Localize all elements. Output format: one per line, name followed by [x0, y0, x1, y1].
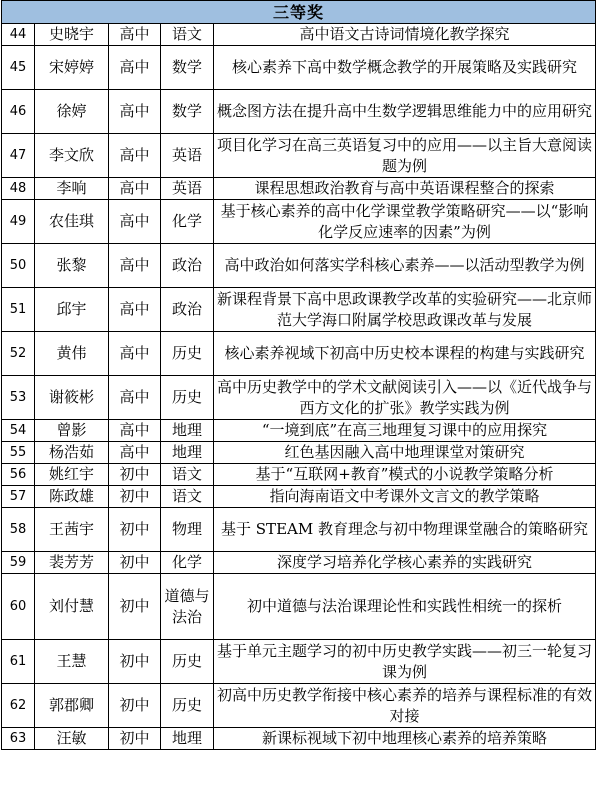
row-number: 47 — [2, 134, 35, 178]
row-number: 54 — [2, 420, 35, 442]
subject: 数学 — [161, 46, 214, 90]
author-name: 谢筱彬 — [35, 376, 109, 420]
author-name: 邱宇 — [35, 288, 109, 332]
subject: 道德与法治 — [161, 574, 214, 640]
school-stage: 初中 — [109, 684, 161, 728]
author-name: 黄伟 — [35, 332, 109, 376]
row-number: 58 — [2, 508, 35, 552]
table-row — [2, 728, 596, 750]
author-name: 郭郡卿 — [35, 684, 109, 728]
paper-title: 深度学习培养化学核心素养的实践研究 — [214, 552, 596, 574]
subject: 语文 — [161, 24, 214, 46]
school-stage: 初中 — [109, 464, 161, 486]
school-stage: 高中 — [109, 24, 161, 46]
author-name: 史晓宇 — [35, 24, 109, 46]
section-title: 三等奖 — [2, 1, 596, 24]
row-number: 53 — [2, 376, 35, 420]
school-stage: 高中 — [109, 420, 161, 442]
school-stage: 高中 — [109, 442, 161, 464]
paper-title: 课程思想政治教育与高中英语课程整合的探索 — [214, 178, 596, 200]
school-stage: 高中 — [109, 178, 161, 200]
paper-title: 高中政治如何落实学科核心素养——以活动型教学为例 — [214, 244, 596, 288]
paper-title: 基于 STEAM 教育理念与初中物理课堂融合的策略研究 — [214, 508, 596, 552]
table-row — [2, 640, 596, 684]
school-stage: 高中 — [109, 200, 161, 244]
table-row — [2, 46, 596, 90]
row-number: 52 — [2, 332, 35, 376]
school-stage: 高中 — [109, 332, 161, 376]
table-row — [2, 24, 596, 46]
author-name: 裴芳芳 — [35, 552, 109, 574]
row-number: 48 — [2, 178, 35, 200]
school-stage: 高中 — [109, 244, 161, 288]
table-row — [2, 464, 596, 486]
table-row — [2, 178, 596, 200]
author-name: 李文欣 — [35, 134, 109, 178]
author-name: 李响 — [35, 178, 109, 200]
table-row — [2, 552, 596, 574]
awards-table — [1, 0, 596, 750]
subject: 物理 — [161, 508, 214, 552]
table-row — [2, 574, 596, 640]
row-number: 50 — [2, 244, 35, 288]
paper-title: 核心素养下高中数学概念教学的开展策略及实践研究 — [214, 46, 596, 90]
table-row — [2, 420, 596, 442]
author-name: 汪敏 — [35, 728, 109, 750]
paper-title: 高中历史教学中的学术文献阅读引入——以《近代战争与西方文化的扩张》教学实践为例 — [214, 376, 596, 420]
author-name: 刘付慧 — [35, 574, 109, 640]
school-stage: 初中 — [109, 574, 161, 640]
table-row — [2, 134, 596, 178]
author-name: 宋婷婷 — [35, 46, 109, 90]
paper-title: 初中道德与法治课理论性和实践性相统一的探析 — [214, 574, 596, 640]
paper-title: 基于单元主题学习的初中历史教学实践——初三一轮复习课为例 — [214, 640, 596, 684]
row-number: 62 — [2, 684, 35, 728]
table-row — [2, 486, 596, 508]
subject: 政治 — [161, 244, 214, 288]
section-header-row — [2, 1, 596, 24]
author-name: 姚红宇 — [35, 464, 109, 486]
table-row — [2, 684, 596, 728]
paper-title: 高中语文古诗词情境化教学探究 — [214, 24, 596, 46]
subject: 英语 — [161, 178, 214, 200]
row-number: 63 — [2, 728, 35, 750]
author-name: 曾影 — [35, 420, 109, 442]
school-stage: 高中 — [109, 90, 161, 134]
school-stage: 高中 — [109, 288, 161, 332]
author-name: 徐婷 — [35, 90, 109, 134]
author-name: 农佳琪 — [35, 200, 109, 244]
subject: 地理 — [161, 728, 214, 750]
table-row — [2, 200, 596, 244]
table-row — [2, 442, 596, 464]
row-number: 51 — [2, 288, 35, 332]
table-row — [2, 376, 596, 420]
table-row — [2, 244, 596, 288]
school-stage: 初中 — [109, 640, 161, 684]
paper-title: 新课标视域下初中地理核心素养的培养策略 — [214, 728, 596, 750]
row-number: 49 — [2, 200, 35, 244]
paper-title: 概念图方法在提升高中生数学逻辑思维能力中的应用研究 — [214, 90, 596, 134]
subject: 地理 — [161, 420, 214, 442]
school-stage: 初中 — [109, 508, 161, 552]
subject: 语文 — [161, 486, 214, 508]
paper-title: 核心素养视域下初高中历史校本课程的构建与实践研究 — [214, 332, 596, 376]
subject: 化学 — [161, 552, 214, 574]
subject: 历史 — [161, 684, 214, 728]
paper-title: 红色基因融入高中地理课堂对策研究 — [214, 442, 596, 464]
row-number: 60 — [2, 574, 35, 640]
subject: 地理 — [161, 442, 214, 464]
paper-title: 基于核心素养的高中化学课堂教学策略研究——以“影响化学反应速率的因素”为例 — [214, 200, 596, 244]
school-stage: 初中 — [109, 552, 161, 574]
paper-title: 指向海南语文中考课外文言文的教学策略 — [214, 486, 596, 508]
paper-title: 新课程背景下高中思政课教学改革的实验研究——北京师范大学海口附属学校思政课改革与发展 — [214, 288, 596, 332]
paper-title: “一境到底”在高三地理复习课中的应用探究 — [214, 420, 596, 442]
row-number: 61 — [2, 640, 35, 684]
row-number: 57 — [2, 486, 35, 508]
school-stage: 高中 — [109, 134, 161, 178]
row-number: 59 — [2, 552, 35, 574]
row-number: 45 — [2, 46, 35, 90]
table-row — [2, 508, 596, 552]
table-row — [2, 332, 596, 376]
table-row — [2, 90, 596, 134]
author-name: 王茜宇 — [35, 508, 109, 552]
paper-title: 初高中历史教学衔接中核心素养的培养与课程标准的有效对接 — [214, 684, 596, 728]
school-stage: 高中 — [109, 46, 161, 90]
paper-title: 项目化学习在高三英语复习中的应用——以主旨大意阅读题为例 — [214, 134, 596, 178]
subject: 数学 — [161, 90, 214, 134]
subject: 英语 — [161, 134, 214, 178]
subject: 历史 — [161, 640, 214, 684]
author-name: 陈政雄 — [35, 486, 109, 508]
awards-body — [2, 24, 596, 750]
subject: 化学 — [161, 200, 214, 244]
subject: 历史 — [161, 332, 214, 376]
school-stage: 初中 — [109, 486, 161, 508]
row-number: 56 — [2, 464, 35, 486]
paper-title: 基于“互联网+教育”模式的小说教学策略分析 — [214, 464, 596, 486]
subject: 历史 — [161, 376, 214, 420]
row-number: 44 — [2, 24, 35, 46]
school-stage: 初中 — [109, 728, 161, 750]
author-name: 杨浩茹 — [35, 442, 109, 464]
subject: 语文 — [161, 464, 214, 486]
row-number: 55 — [2, 442, 35, 464]
school-stage: 高中 — [109, 376, 161, 420]
author-name: 张黎 — [35, 244, 109, 288]
row-number: 46 — [2, 90, 35, 134]
subject: 政治 — [161, 288, 214, 332]
table-row — [2, 288, 596, 332]
author-name: 王慧 — [35, 640, 109, 684]
